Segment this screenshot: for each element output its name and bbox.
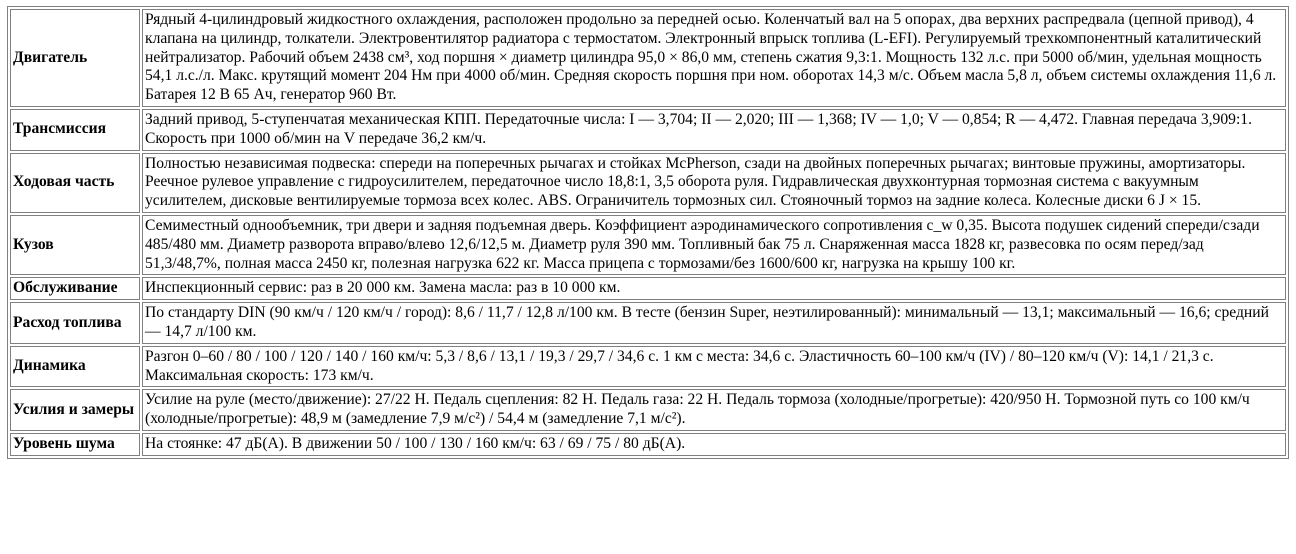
- spec-label: Динамика: [10, 346, 140, 388]
- spec-value: Полностью независимая подвеска: спереди на поперечных рычагах и стойках McPherson, сзади на двойных поперечных рычагах; винтовые пружины, амортизаторы. Реечное рулевое управление с гидроусилителем, передаточное число 18,8:1, 3,5 оборота руля. Гидравлическая двухконтурная тормозная система с вакуумным усилителем, дисковые вентилируемые тормоза всех колес. ABS. Ограничитель тормозных сил. Стояночный тормоз на задние колеса. Колесные диски 6 J × 15.: [142, 153, 1286, 213]
- spec-label: Кузов: [10, 215, 140, 275]
- spec-row-fuel-consumption: [10, 302, 1286, 344]
- spec-row-service: [10, 277, 1286, 300]
- spec-value: Разгон 0–60 / 80 / 100 / 120 / 140 / 160 км/ч: 5,3 / 8,6 / 13,1 / 19,3 / 29,7 / 34,6 с. 1 км с места: 34,6 с. Эластичность 60–100 км/ч (IV) / 80–120 км/ч (V): 14,1 / 21,3 с. Максимальная скорость: 173 км/ч.: [142, 346, 1286, 388]
- spec-value: Семиместный однообъемник, три двери и задняя подъемная дверь. Коэффициент аэродинамического сопротивления c_w 0,35. Высота подушек сидений спереди/сзади 485/480 мм. Диаметр разворота вправо/влево 12,6/12,5 м. Диаметр руля 390 мм. Топливный бак 75 л. Снаряженная масса 1828 кг, развесовка по осям перед/зад 51,3/48,7%, полная масса 2450 кг, полезная нагрузка 622 кг. Масса прицепа с тормозами/без 1600/600 кг, нагрузка на крышу 100 кг.: [142, 215, 1286, 275]
- spec-label: Усилия и замеры: [10, 389, 140, 431]
- spec-label: Трансмиссия: [10, 109, 140, 151]
- spec-row-dynamics: [10, 346, 1286, 388]
- spec-label: Расход топлива: [10, 302, 140, 344]
- spec-row-noise-level: [10, 433, 1286, 456]
- spec-row-body: [10, 215, 1286, 275]
- spec-value: Рядный 4-цилиндровый жидкостного охлаждения, расположен продольно за передней осью. Коленчатый вал на 5 опорах, два верхних распредвала (цепной привод), 4 клапана на цилиндр, толкатели. Электровентилятор радиатора с термостатом. Электронный впрыск топлива (L-EFI). Регулируемый трехкомпонентный каталитический нейтрализатор. Рабочий объем 2438 см³, ход поршня × диаметр цилиндра 95,0 × 86,0 мм, степень сжатия 9,3:1. Мощность 132 л.с. при 5000 об/мин, удельная мощность 54,1 л.с./л. Макс. крутящий момент 204 Нм при 4000 об/мин. Средняя скорость поршня при ном. оборотах 14,3 м/с. Объем масла 5,8 л, объем системы охлаждения 11,6 л. Батарея 12 В 65 Ач, генератор 960 Вт.: [142, 9, 1286, 107]
- spec-row-transmission: [10, 109, 1286, 151]
- spec-label: Ходовая часть: [10, 153, 140, 213]
- spec-value: На стоянке: 47 дБ(А). В движении 50 / 100 / 130 / 160 км/ч: 63 / 69 / 75 / 80 дБ(А).: [142, 433, 1286, 456]
- spec-value: По стандарту DIN (90 км/ч / 120 км/ч / город): 8,6 / 11,7 / 12,8 л/100 км. В тесте (бензин Super, неэтилированный): минимальный — 13,1; максимальный — 16,6; средний — 14,7 л/100 км.: [142, 302, 1286, 344]
- spec-label: Обслуживание: [10, 277, 140, 300]
- spec-row-chassis: [10, 153, 1286, 213]
- spec-label: Уровень шума: [10, 433, 140, 456]
- spec-value: Усилие на руле (место/движение): 27/22 Н. Педаль сцепления: 82 Н. Педаль газа: 22 Н. Педаль тормоза (холодные/прогретые): 420/950 Н. Тормозной путь со 100 км/ч (холодные/прогретые): 48,9 м (замедление 7,9 м/с²) / 54,4 м (замедление 7,1 м/с²).: [142, 389, 1286, 431]
- specifications-table: [7, 6, 1289, 459]
- spec-label: Двигатель: [10, 9, 140, 107]
- spec-row-forces-measurements: [10, 389, 1286, 431]
- spec-row-engine: [10, 9, 1286, 107]
- spec-value: Задний привод, 5-ступенчатая механическая КПП. Передаточные числа: I — 3,704; II — 2,020; III — 1,368; IV — 1,0; V — 0,854; R — 4,472. Главная передача 3,909:1. Скорость при 1000 об/мин на V передаче 36,2 км/ч.: [142, 109, 1286, 151]
- spec-value: Инспекционный сервис: раз в 20 000 км. Замена масла: раз в 10 000 км.: [142, 277, 1286, 300]
